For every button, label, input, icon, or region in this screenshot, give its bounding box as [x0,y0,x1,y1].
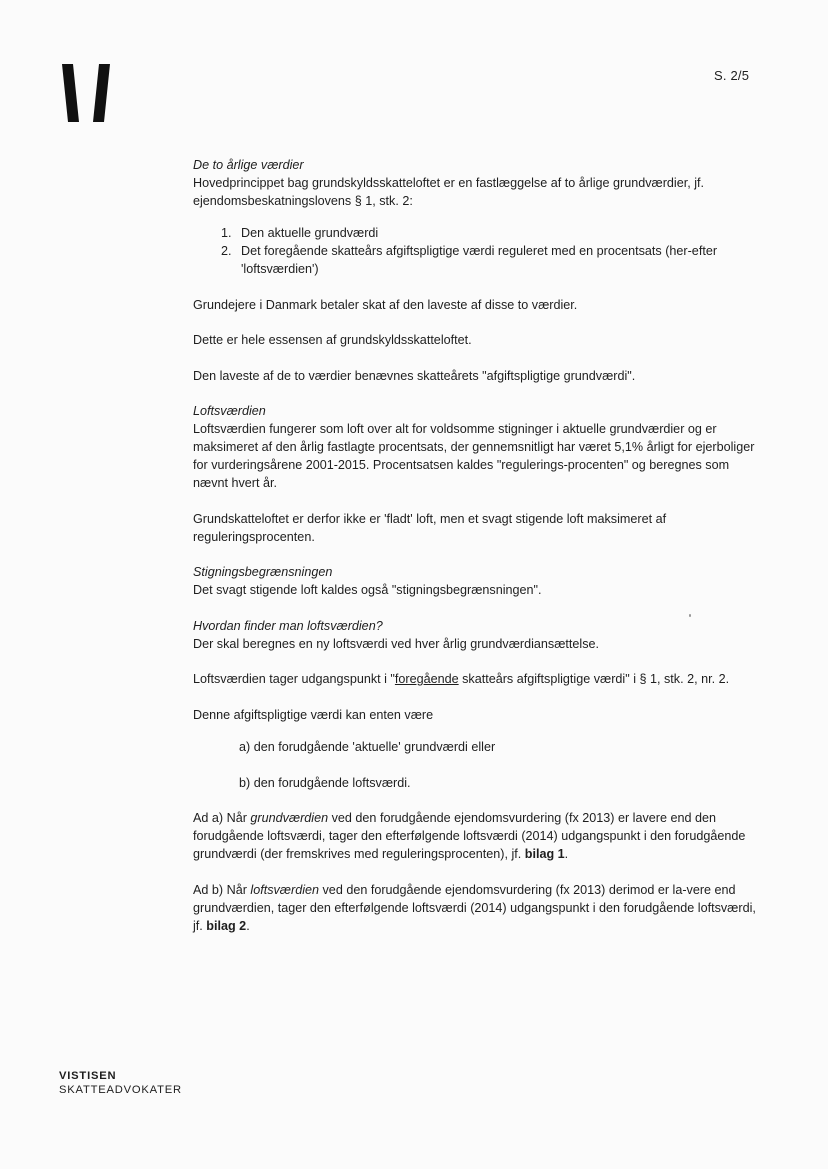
paragraph-ad-a [193,809,763,863]
paragraph: Den laveste af de to værdier benævnes skatteårets "afgiftspligtige grundværdi". [193,368,636,383]
scan-speck [689,614,691,617]
paragraph: Grundskatteloftet er derfor ikke er 'fladt' loft, men et svagt stigende loft maksimeret af reguleringsprocenten. [193,511,667,544]
paragraph-intro: Hovedprincippet bag grundskyldsskatteloftet er en fastlæggelse af to årlige grundværdier, jf. ejendomsbeskatningslovens § 1, stk. 2: [193,176,705,208]
option-b: b) den forudgående loftsværdi. [239,775,411,790]
paragraph: Dette er hele essensen af grundskyldsskatteloftet. [193,333,472,347]
underlined-text: foregående [394,672,459,686]
brand-name: VISTISEN [59,1070,117,1082]
text-run: Loftsværdien tager udgangspunkt i " [193,672,395,686]
paragraph: Denne afgiftspligtige værdi kan enten være [193,707,434,722]
bold-text: bilag 1 [524,847,565,861]
paragraph-ad-b [193,881,763,935]
text-run: ved den forudgående ejendomsvurdering (fx 2013) derimod er la-vere end grundværdien, tager den efterfølgende loftsværdi (2014) udgangspunkt i den forudgående loftsværdi, jf. [193,882,756,933]
paragraph-starting-point [193,670,763,688]
italic-text: grundværdien [250,811,329,825]
footer-brand [59,1069,182,1097]
text-run: skatteårs afgiftspligtige værdi" i § 1, stk. 2, nr. 2. [458,672,730,686]
text-run: . [246,918,250,933]
logo-mark [62,64,110,122]
text-run: . [564,847,569,861]
list-item: 1. Den aktuelle grundværdi [235,224,763,242]
text-run: Ad a) Når [193,811,251,825]
page-number: S. 2/5 [714,68,750,83]
paragraph: Loftsværdien fungerer som loft over alt for voldsomme stigninger i aktuelle grundværdier og er maksimeret af den årlig fastlagte procentsats, der gennemsnitligt har været 5,1% årligt for ejerboliger for vurderingsårene 2001-2015. Procentsatsen kaldes "regulerings-procenten" og beregnes som nævnt hvert år. [193,422,755,490]
italic-text: loftsværdien [250,882,320,897]
section-heading-two-values: De to årlige værdier [193,158,304,172]
numbered-list [193,224,763,278]
paragraph: Der skal beregnes en ny loftsværdi ved hver årlig grundværdiansættelse. [193,636,599,651]
bold-text: bilag 2 [206,918,247,933]
text-run: Ad b) Når [193,882,251,897]
vistisen-logo [62,64,110,122]
paragraph: Grundejere i Danmark betaler skat af den laveste af disse to værdier. [193,297,578,312]
list-item: 2. Det foregående skatteårs afgiftspligtige værdi reguleret med en procentsats (her-efter 'loftsværdien') [235,242,763,278]
paragraph: Det svagt stigende loft kaldes også "stigningsbegrænsningen". [193,583,542,597]
brand-subtitle: SKATTEADVOKATER [59,1084,182,1096]
section-heading-how-to-find: Hvordan finder man loftsværdien? [193,618,383,633]
text-run: ved den forudgående ejendomsvurdering (fx 2013) er lavere end den forudgående loftsværdi, tager den efterfølgende loftsværdi (2014) udgangspunkt i den forudgående grundværdi (der fremskrives med reguleringsprocenten), jf. [193,811,746,861]
option-a: a) den forudgående 'aktuelle' grundværdi eller [239,739,496,754]
section-heading-increase-limit: Stigningsbegrænsningen [193,565,333,579]
section-heading-ceiling-value: Loftsværdien [193,404,266,418]
document-body [193,156,763,935]
